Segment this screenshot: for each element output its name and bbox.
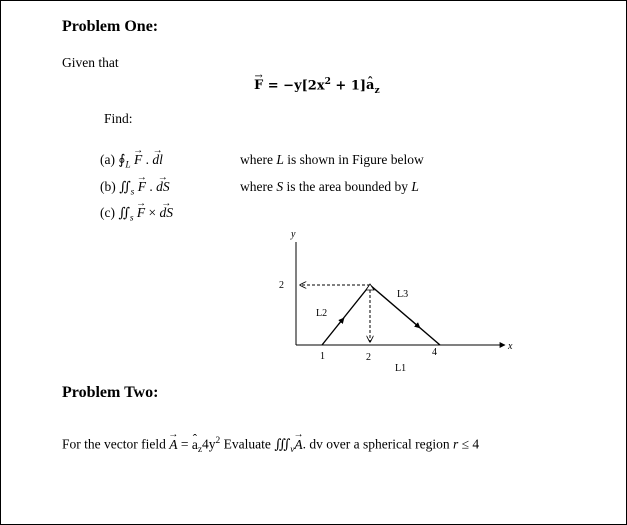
item-b: [100, 179, 170, 198]
problem-two-pre: For the vector field: [62, 436, 170, 452]
problem-two-unit: ˆ a: [192, 437, 198, 453]
triple-integral-sign: ∭: [274, 436, 291, 453]
item-a: [100, 152, 163, 171]
item-c: [100, 205, 173, 224]
item-c-vec-f: → F: [137, 205, 145, 221]
item-a-note: [240, 152, 424, 168]
field-vector-f: → F: [254, 78, 263, 93]
problem-two-eq: =: [177, 436, 192, 452]
problem-two-integrand-vec: → A: [294, 437, 302, 453]
item-b-note-var2: L: [411, 179, 419, 194]
item-a-label: (a): [100, 152, 115, 167]
field-rhs-a: = −y[2x: [267, 78, 325, 94]
item-c-cross: ×: [145, 205, 157, 220]
problem-two-integrand-post: . dv over a spherical region: [302, 436, 453, 452]
item-b-vec-ds: → dS: [156, 179, 170, 195]
item-b-note-var: S: [276, 179, 284, 194]
find-label: Find:: [104, 111, 133, 126]
problem-two-cond: ≤ 4: [458, 436, 480, 452]
x-axis-label: x: [508, 341, 513, 352]
x-tick-4: 4: [432, 347, 437, 358]
item-c-op-sub: s: [129, 213, 134, 224]
y-axis-label: y: [291, 229, 296, 240]
item-a-vec-dl: → dl: [152, 152, 163, 168]
field-rhs-b: + 1]: [330, 78, 367, 94]
path-figure: [270, 228, 520, 380]
item-c-label: (c): [100, 205, 115, 220]
problem-one-heading: Problem One:: [62, 18, 159, 35]
field-unit: ˆ a: [366, 78, 374, 93]
segment-l3-arrow: [410, 319, 420, 328]
item-a-op-sub: L: [125, 160, 131, 171]
segment-l2: [322, 285, 370, 345]
label-l3: L3: [397, 289, 409, 300]
label-l2: L2: [316, 308, 328, 319]
problem-two-statement: [62, 436, 479, 455]
problem-two-field-vec: → A: [169, 437, 177, 453]
item-b-note: [240, 179, 419, 195]
problem-two-unit-sub: z: [197, 445, 203, 456]
contour-integral-sign: ∮: [118, 152, 126, 168]
item-c-vec-ds: → dS: [160, 205, 174, 221]
problem-two-op-sub: v: [290, 445, 295, 456]
item-a-note-post: is shown in Figure below: [283, 152, 424, 167]
item-b-vec-f: → F: [138, 179, 146, 195]
segment-l2-arrow: [338, 318, 344, 325]
item-a-vec-f: → F: [134, 152, 142, 168]
double-integral-sign-c: ∬: [118, 205, 130, 221]
y-tick-2: 2: [279, 280, 284, 291]
x-tick-1: 1: [320, 351, 325, 362]
item-b-label: (b): [100, 179, 116, 194]
item-b-note-post: is the area bounded by: [283, 179, 412, 194]
problem-two-mid: Evaluate: [220, 436, 275, 452]
problem-two-heading: Problem Two:: [62, 384, 159, 401]
given-label: Given that: [62, 55, 119, 70]
field-unit-sub: z: [374, 84, 380, 96]
field-equation: [254, 76, 380, 96]
label-l1: L1: [395, 363, 407, 374]
double-integral-sign: ∬: [119, 179, 131, 195]
field-rhs-exp: 2: [324, 76, 331, 87]
item-a-note-var: L: [276, 152, 284, 167]
x-tick-2: 2: [366, 352, 371, 363]
problem-two-exp: 2: [215, 436, 221, 446]
item-b-op-sub: s: [130, 187, 135, 198]
problem-two-coef: 4y: [202, 436, 216, 452]
problem-two-cond-var: r: [453, 436, 459, 452]
item-b-dot: .: [145, 179, 153, 194]
item-b-note-pre: where: [240, 179, 277, 194]
item-a-dot: .: [142, 152, 150, 167]
item-a-note-pre: where: [240, 152, 277, 167]
